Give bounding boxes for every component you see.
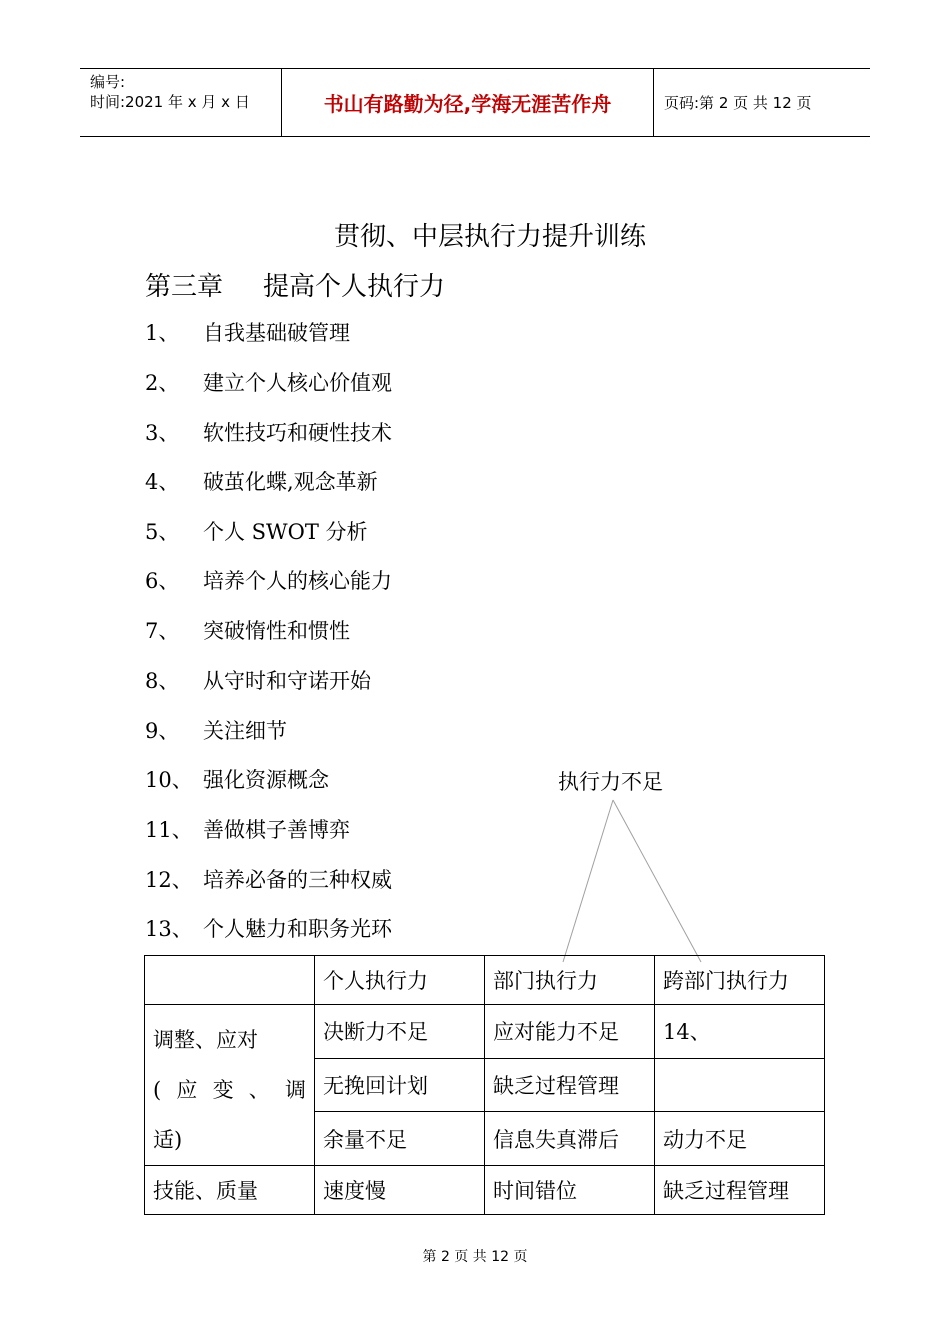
list-item: [145, 716, 287, 746]
diagram-root-label: 执行力不足: [558, 770, 663, 794]
chapter-number: 第三章: [145, 272, 224, 302]
table-row: [145, 1005, 825, 1059]
item-number: 12、: [145, 868, 193, 892]
list-item: [145, 368, 392, 398]
list-item: [145, 467, 378, 497]
table-cell: 时间错位: [485, 1166, 655, 1215]
row-head-line: 适): [153, 1128, 183, 1152]
item-number: 3、: [145, 421, 180, 445]
header-number-label: 编号:: [90, 73, 126, 91]
table-header-row: [145, 956, 825, 1005]
list-item: [145, 517, 368, 547]
list-item: [145, 914, 392, 944]
item-number: 1、: [145, 321, 180, 345]
item-text: 自我基础破管理: [203, 321, 350, 345]
chapter-name: 提高个人执行力: [263, 272, 446, 302]
connector-right: [613, 800, 701, 962]
item-text: 培养个人的核心能力: [203, 569, 392, 593]
chapter-heading: [145, 266, 445, 303]
table-header-cell: [145, 956, 315, 1005]
table-cell: [655, 1058, 825, 1112]
table-cell: 缺乏过程管理: [655, 1166, 825, 1215]
table-cell: 余量不足: [315, 1112, 485, 1166]
list-item: [145, 318, 350, 348]
header-time-label: 时间:2021 年 x 月 x 日: [90, 93, 250, 111]
table-row-head: [145, 1005, 315, 1166]
item-text: 破茧化蝶,观念革新: [203, 470, 378, 494]
list-item: [145, 815, 350, 845]
execution-table: [144, 955, 825, 1215]
table-cell: 14、: [655, 1005, 825, 1059]
item-text: 软性技巧和硬性技术: [203, 421, 392, 445]
list-item: [145, 765, 329, 795]
header-meta: [80, 69, 282, 136]
header-page-label: 页码:第 2 页 共 12 页: [664, 94, 812, 112]
item-number: 6、: [145, 569, 180, 593]
item-text: 个人 SWOT 分析: [203, 520, 368, 544]
list-item: [145, 616, 350, 646]
list-item: [145, 666, 371, 696]
item-text: 从守时和守诺开始: [203, 669, 371, 693]
item-number: 13、: [145, 917, 193, 941]
item-text: 关注细节: [203, 719, 287, 743]
table-row-head: 技能、质量: [145, 1166, 315, 1215]
item-number: 10、: [145, 768, 193, 792]
item-number: 7、: [145, 619, 180, 643]
list-item: [145, 865, 392, 895]
table-header-cell: 部门执行力: [485, 956, 655, 1005]
item-number: 5、: [145, 520, 180, 544]
item-text: 建立个人核心价值观: [203, 371, 392, 395]
list-item: [145, 418, 392, 448]
row-head-line: (应变、调: [153, 1078, 306, 1102]
connector-left: [563, 800, 613, 962]
table-header-cell: 个人执行力: [315, 956, 485, 1005]
item-number: 8、: [145, 669, 180, 693]
header-motto: 书山有路勤为径,学海无涯苦作舟: [282, 69, 654, 136]
item-number: 9、: [145, 719, 180, 743]
item-number: 2、: [145, 371, 180, 395]
table-header-cell: 跨部门执行力: [655, 956, 825, 1005]
table-cell: 无挽回计划: [315, 1058, 485, 1112]
document-title: 贯彻、中层执行力提升训练: [333, 222, 646, 252]
item-number: 4、: [145, 470, 180, 494]
table-cell: 信息失真滞后: [485, 1112, 655, 1166]
row-head-line: 调整、应对: [153, 1028, 258, 1052]
table-cell: 应对能力不足: [485, 1005, 655, 1059]
item-text: 强化资源概念: [203, 768, 329, 792]
table-cell: 速度慢: [315, 1166, 485, 1215]
table-cell: 缺乏过程管理: [485, 1058, 655, 1112]
table-row: [145, 1166, 825, 1215]
table-cell: 决断力不足: [315, 1005, 485, 1059]
page-footer: 第 2 页 共 12 页: [422, 1249, 528, 1265]
list-item: [145, 566, 392, 596]
item-text: 个人魅力和职务光环: [203, 917, 392, 941]
item-number: 11、: [145, 818, 193, 842]
page-header: [80, 68, 870, 137]
item-text: 突破惰性和惯性: [203, 619, 350, 643]
item-text: 善做棋子善博弈: [203, 818, 350, 842]
table-cell: 动力不足: [655, 1112, 825, 1166]
item-text: 培养必备的三种权威: [203, 868, 392, 892]
